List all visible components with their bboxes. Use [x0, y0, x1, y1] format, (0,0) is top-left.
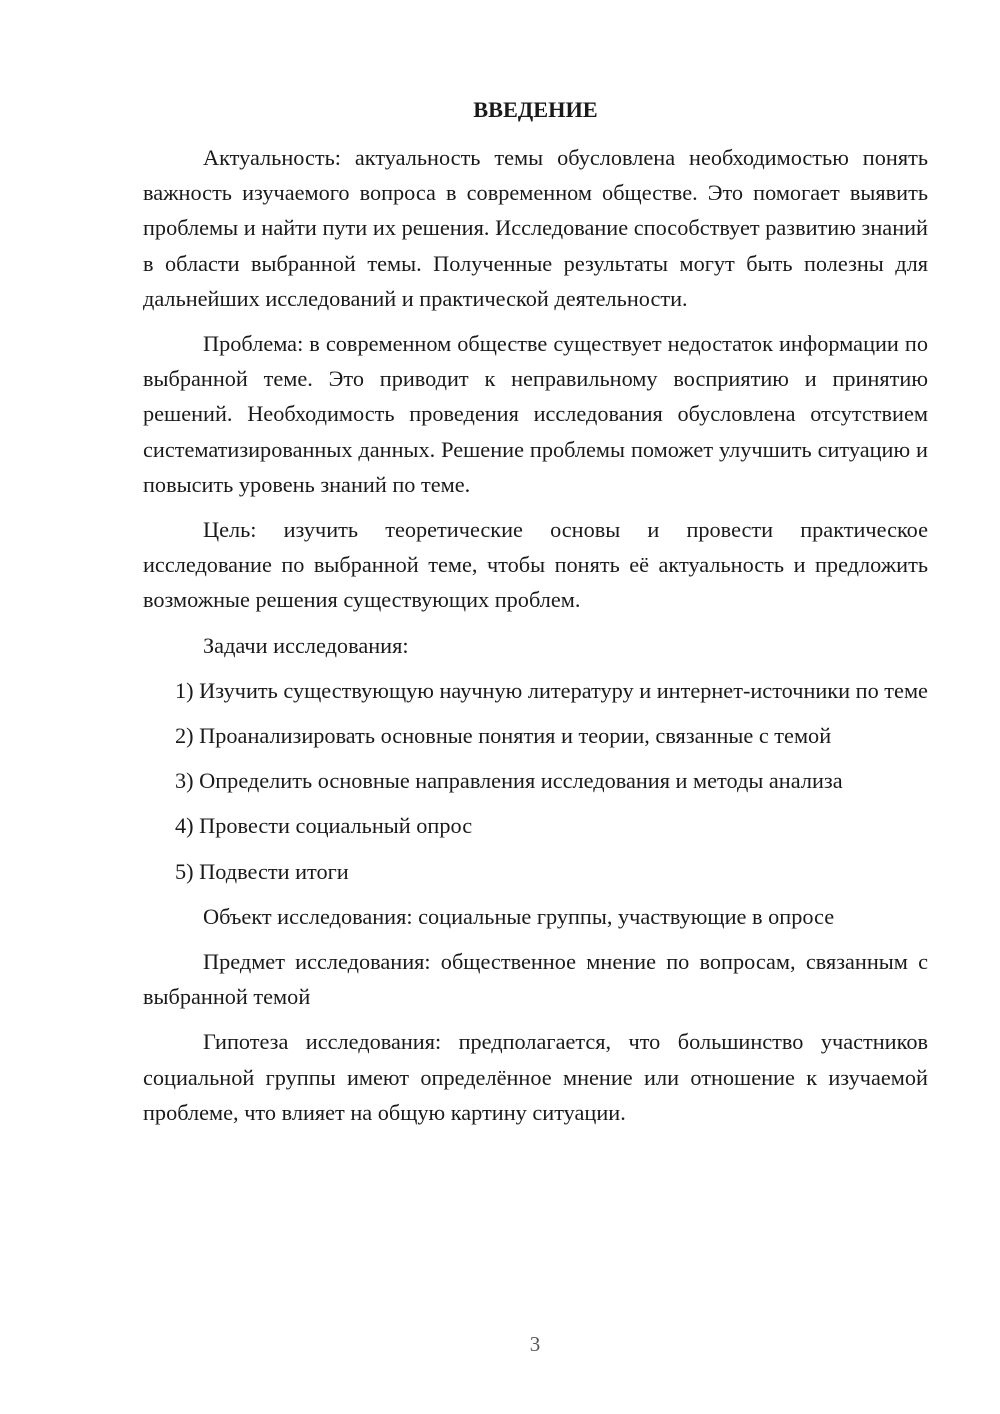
relevance-paragraph: Актуальность: актуальность темы обусловлена необходимостью понять важность изучаемого вопроса в современном обществе. Это помогает выявить проблемы и найти пути их решения. Исследование способствует развитию знаний в области выбранной темы. Полученные результаты могут быть полезны для дальнейших исследований и практической деятельности.: [143, 145, 928, 311]
hypothesis-paragraph: Гипотеза исследования: предполагается, что большинство участников социальной группы имеют определённое мнение или отношение к изучаемой проблеме, что влияет на общую картину ситуации.: [143, 1029, 928, 1125]
task-item-4: 4) Провести социальный опрос: [175, 813, 473, 839]
task-item-3: 3) Определить основные направления исследования и методы анализа: [175, 768, 843, 794]
page-number: 3: [529, 1332, 541, 1356]
tasks-title: Задачи исследования:: [203, 632, 409, 658]
task-item-2: 2) Проанализировать основные понятия и теории, связанные с темой: [175, 723, 832, 749]
document-page: [143, 90, 928, 1140]
problem-paragraph: Проблема: в современном обществе существует недостаток информации по выбранной теме. Это приводит к неправильному восприятию и принятию решений. Необходимость проведения исследования обусловлена отсутствием систематизированных данных. Решение проблемы поможет улучшить ситуацию и повысить уровень знаний по теме.: [143, 331, 928, 497]
task-item-1: 1) Изучить существующую научную литературу и интернет-источники по теме: [175, 677, 928, 703]
task-item-5: 5) Подвести итоги: [175, 858, 349, 884]
page-title: ВВЕДЕНИЕ: [473, 97, 598, 122]
subject-paragraph: Предмет исследования: общественное мнение по вопросам, связанным с выбранной темой: [143, 949, 928, 1010]
object-paragraph: Объект исследования: социальные группы, участвующие в опросе: [203, 903, 835, 929]
goal-paragraph: Цель: изучить теоретические основы и провести практическое исследование по выбранной теме, чтобы понять её актуальность и предложить возможные решения существующих проблем.: [143, 517, 928, 613]
